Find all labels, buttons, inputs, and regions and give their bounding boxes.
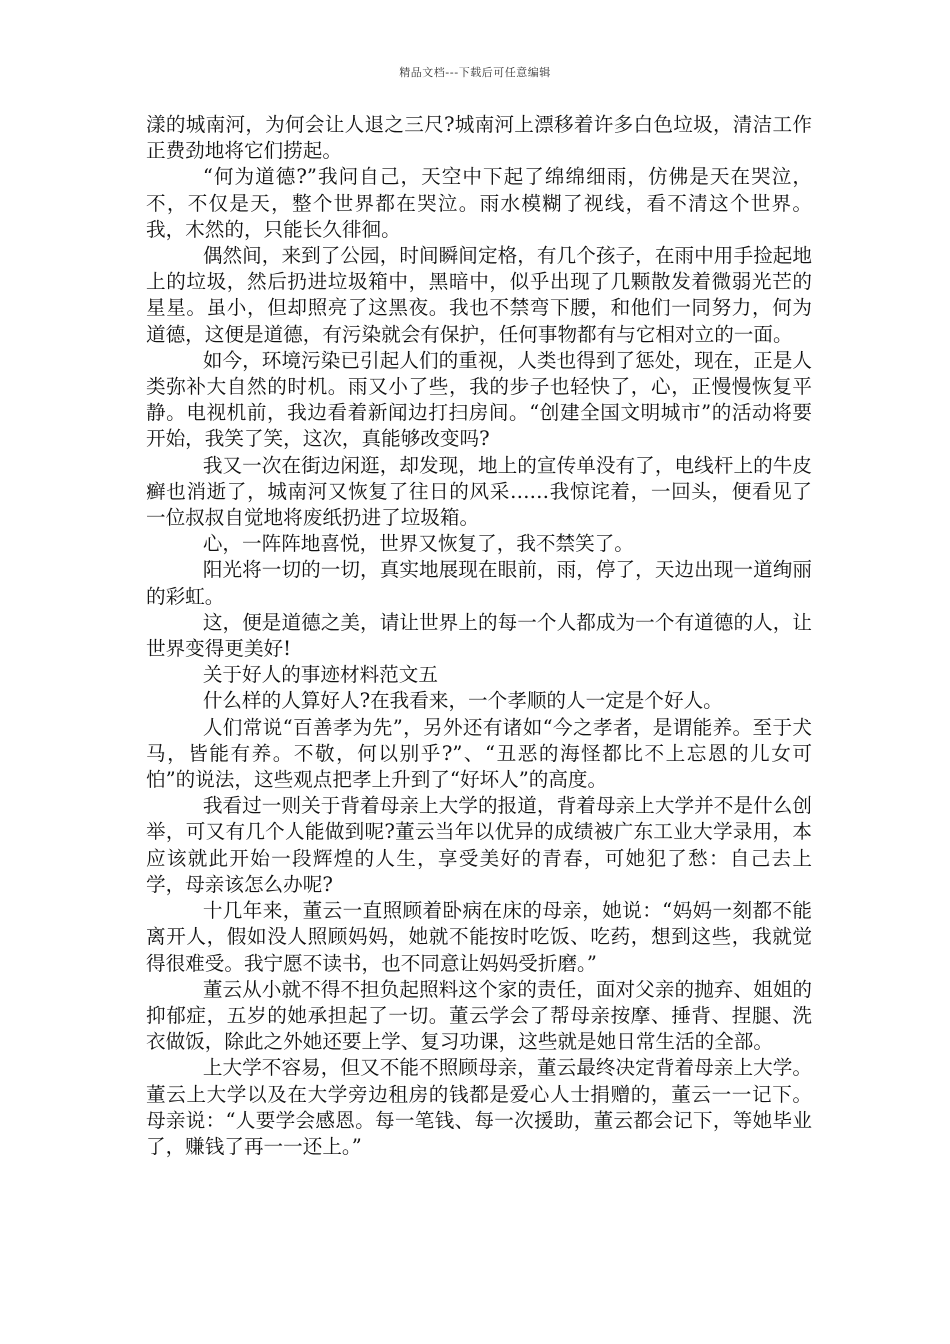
document-body — [146, 112, 812, 1160]
paragraph: 如今，环境污染已引起人们的重视，人类也得到了惩处，现在，正是人类弥补大自然的时机。雨又小了些，我的步子也轻快了，心，正慢慢恢复平静。电视机前，我边看着新闻边打扫房间。“创建全国文明城市”的活动将要开始，我笑了笑，这次，真能够改变吗? — [146, 348, 812, 451]
paragraph: 人们常说“百善孝为先”，另外还有诸如“今之孝者，是谓能养。至于犬马，皆能有养。不敬，何以别乎?”、“丑恶的海怪都比不上忘恩的儿女可怕”的说法，这些观点把孝上升到了“好坏人”的高度。 — [146, 715, 812, 792]
paragraph: 这，便是道德之美，请让世界上的每一个人都成为一个有道德的人，让世界变得更美好! — [146, 610, 812, 661]
paragraph: 偶然间，来到了公园，时间瞬间定格，有几个孩子，在雨中用手捡起地上的垃圾，然后扔进垃圾箱中，黑暗中，似乎出现了几颗散发着微弱光芒的星星。虽小，但却照亮了这黑夜。我也不禁弯下腰，和他们一同努力，何为道德，这便是道德，有污染就会有保护，任何事物都有与它相对立的一面。 — [146, 244, 812, 346]
paragraph: 上大学不容易，但又不能不照顾母亲，董云最终决定背着母亲上大学。董云上大学以及在大学旁边租房的钱都是爱心人士捐赠的，董云一一记下。母亲说：“人要学会感恩。每一笔钱、每一次援助，董云都会记下，等她毕业了，赚钱了再一一还上。” — [146, 1056, 812, 1158]
paragraph: 我又一次在街边闲逛，却发现，地上的宣传单没有了，电线杆上的牛皮癣也消逝了，城南河又恢复了往日的风采……我惊诧着，一回头，便看见了一位叔叔自觉地将废纸扔进了垃圾箱。 — [146, 453, 812, 530]
paragraph: 十几年来，董云一直照顾着卧病在床的母亲，她说：“妈妈一刻都不能离开人，假如没人照顾妈妈，她就不能按时吃饭、吃药，想到这些，我就觉得很难受。我宁愿不读书，也不同意让妈妈受折磨。” — [146, 899, 812, 975]
paragraph: “何为道德?”我问自己，天空中下起了绵绵细雨，仿佛是天在哭泣，不，不仅是天，整个世界都在哭泣。雨水模糊了视线，看不清这个世界。我，木然的，只能长久徘徊。 — [146, 165, 812, 241]
page-header: 精品文档---下载后可任意编辑 — [399, 66, 551, 79]
paragraph: 董云从小就不得不担负起照料这个家的责任，面对父亲的抛弃、姐姐的抑郁症，五岁的她承担起了一切。董云学会了帮母亲按摩、捶背、捏腿、洗衣做饭，除此之外她还要上学、复习功课，这些就是她日常生活的全部。 — [146, 977, 812, 1054]
paragraph: 漾的城南河，为何会让人退之三尺?城南河上漂移着许多白色垃圾，清洁工作正费劲地将它们捞起。 — [146, 113, 812, 163]
paragraph: 关于好人的事迹材料范文五 — [202, 663, 438, 687]
paragraph: 什么样的人算好人?在我看来，一个孝顺的人一定是个好人。 — [202, 689, 723, 713]
paragraph: 我看过一则关于背着母亲上大学的报道，背着母亲上大学并不是什么创举，可又有几个人能做到呢?董云当年以优异的成绩被广东工业大学录用，本应该就此开始一段辉煌的人生，享受美好的青春，可她犯了愁：自己去上学，母亲该怎么办呢? — [146, 794, 812, 896]
paragraph: 心，一阵阵地喜悦，世界又恢复了，我不禁笑了。 — [202, 532, 634, 556]
paragraph: 阳光将一切的一切，真实地展现在眼前，雨，停了，天边出现一道绚丽的彩虹。 — [146, 558, 812, 608]
